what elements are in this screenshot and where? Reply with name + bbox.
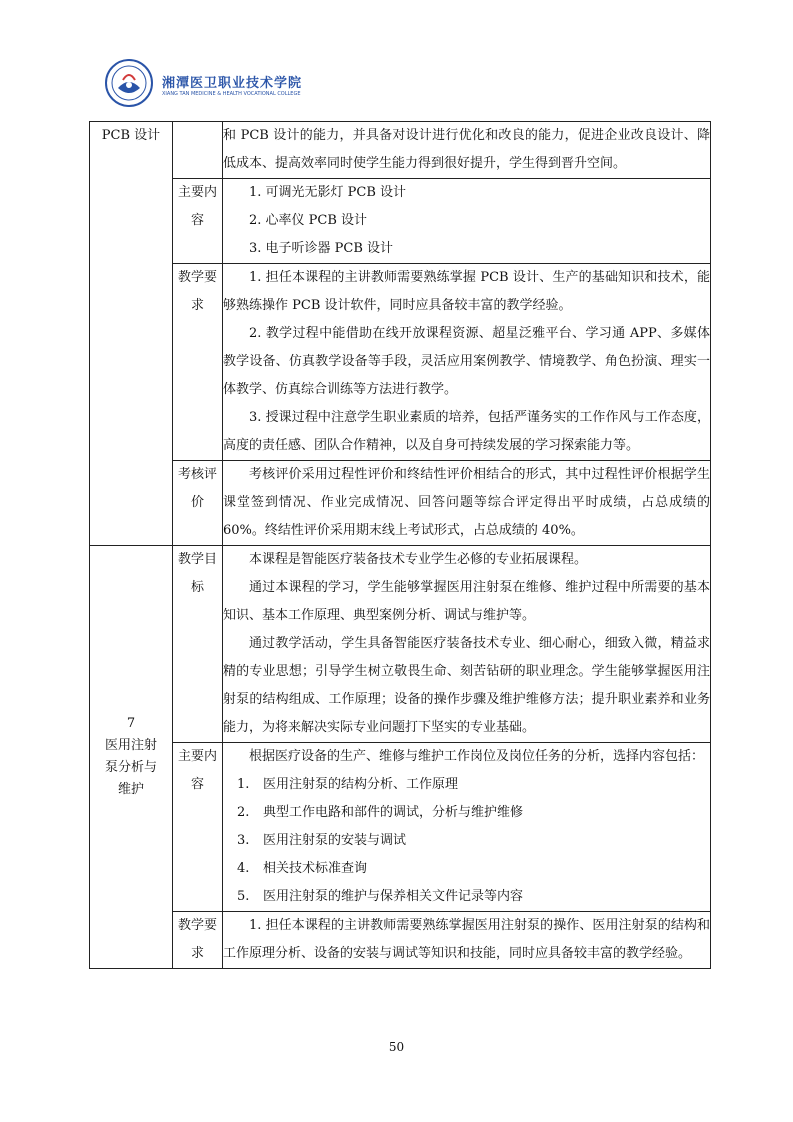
list-text: 医用注射泵的结构分析、工作原理 [263,777,459,792]
list-number: 3. [237,833,250,848]
row-label [173,912,223,969]
school-name-en: XIANG TAN MEDICINE & HEALTH VOCATIONAL COLLEGE [162,91,301,97]
course-name-cell [90,546,173,969]
row-label [173,264,223,461]
list-number: 5. [237,889,250,904]
list-number: 2. [237,805,250,820]
list-text: 医用注射泵的维护与保养相关文件记录等内容 [263,889,524,904]
label-text: 教学要求 [177,270,217,313]
list-number: 4. [237,861,250,876]
list-text: 典型工作电路和部件的调试，分析与维护维修 [263,805,524,820]
list-item: 3. 电子听诊器 PCB 设计 [249,241,394,256]
list-item [223,883,710,911]
teaching-requirements-cell [223,912,711,969]
paragraph: 通过教学活动，学生具备智能医疗装备技术专业、细心耐心，细致入微，精益求精的专业思想；引导学生树立敬畏生命、刻苦钻研的职业理念。学生能够掌握医用注射泵的结构组成、工作原理；设备的操作步骤及维护维修方法；提升职业素养和业务能力，为将来解决实际专业问题打下坚实的专业基础。 [223,636,710,735]
label-text: 教学要求 [177,918,217,961]
list-item: 2. 心率仪 PCB 设计 [249,213,368,228]
paragraph: 3. 授课过程中注意学生职业素质的培养，包括严谨务实的工作作风与工作态度，高度的责任感、团队合作精神，以及自身可持续发展的学习探索能力等。 [223,410,710,453]
school-name-cn: 湘潭医卫职业技术学院 [162,76,303,91]
label-text: 主要内容 [177,749,217,792]
paragraph: 通过本课程的学习，学生能够掌握医用注射泵在维修、维护过程中所需要的基本知识、基本工作原理、典型案例分析、调试与维护等。 [223,580,710,623]
paragraph: 和 PCB 设计的能力，并具备对设计进行优化和改良的能力，促进企业改良设计、降低成本、提高效率同时使学生能力得到很好提升，学生得到晋升空间。 [223,128,710,171]
table-row [90,461,711,546]
label-text: 考核评价 [177,467,217,510]
table-row [90,179,711,264]
label-text: 教学目标 [177,552,217,595]
table-row [90,546,711,743]
paragraph: 1. 担任本课程的主讲教师需要熟练掌握 PCB 设计、生产的基础知识和技术，能够熟练操作 PCB 设计软件，同时应具备较丰富的教学经验。 [223,270,710,313]
paragraph: 考核评价采用过程性评价和终结性评价相结合的形式，其中过程性评价根据学生课堂签到情况、作业完成情况、回答问题等综合评定得出平时成绩，占总成绩的 60%。终结性评价采用期末线上考试形式，占总成绩的 40%。 [223,467,710,538]
school-logo-icon [104,58,154,108]
paragraph: 根据医疗设备的生产、维修与维护工作岗位及岗位任务的分析，选择内容包括： [249,749,705,764]
teaching-goals-cell [223,546,711,743]
list-item [223,855,710,883]
page-number: 50 [388,1040,405,1054]
main-content-cell [223,179,711,264]
table-row [90,264,711,461]
course-name: PCB 设计 [101,128,161,143]
list-number: 1. [237,777,250,792]
paragraph: 2. 教学过程中能借助在线开放课程资源、超星泛雅平台、学习通 APP、多媒体教学设备、仿真教学设备等手段，灵活应用案例教学、情境教学、角色扮演、理实一体教学、仿真综合训练等方法进行教学。 [223,326,710,397]
row-label [173,546,223,743]
assessment-cell [223,461,711,546]
table-row [90,122,711,179]
course-name: 医用注射泵分析与维护 [104,738,157,797]
course-name-cell [90,122,173,546]
course-description-cont [223,122,711,179]
list-item [223,827,710,855]
list-text: 相关技术标准查询 [263,861,368,876]
label-text: 主要内容 [177,185,217,228]
course-number: 7 [126,716,136,731]
list-item [223,771,710,799]
curriculum-table [89,121,711,969]
main-content-cell [223,743,711,912]
teaching-requirements-cell [223,264,711,461]
list-item: 1. 可调光无影灯 PCB 设计 [249,185,407,200]
row-label [173,179,223,264]
list-text: 医用注射泵的安装与调试 [263,833,407,848]
page-header [104,58,404,108]
list-item [223,799,710,827]
paragraph: 本课程是智能医疗装备技术专业学生必修的专业拓展课程。 [249,552,588,567]
paragraph: 1. 担任本课程的主讲教师需要熟练掌握医用注射泵的操作、医用注射泵的结构和工作原理分析、设备的安装与调试等知识和技能，同时应具备较丰富的教学经验。 [223,918,710,961]
table-row [90,912,711,969]
table-row [90,743,711,912]
row-label [173,743,223,912]
empty-label-cell [173,122,223,179]
row-label [173,461,223,546]
